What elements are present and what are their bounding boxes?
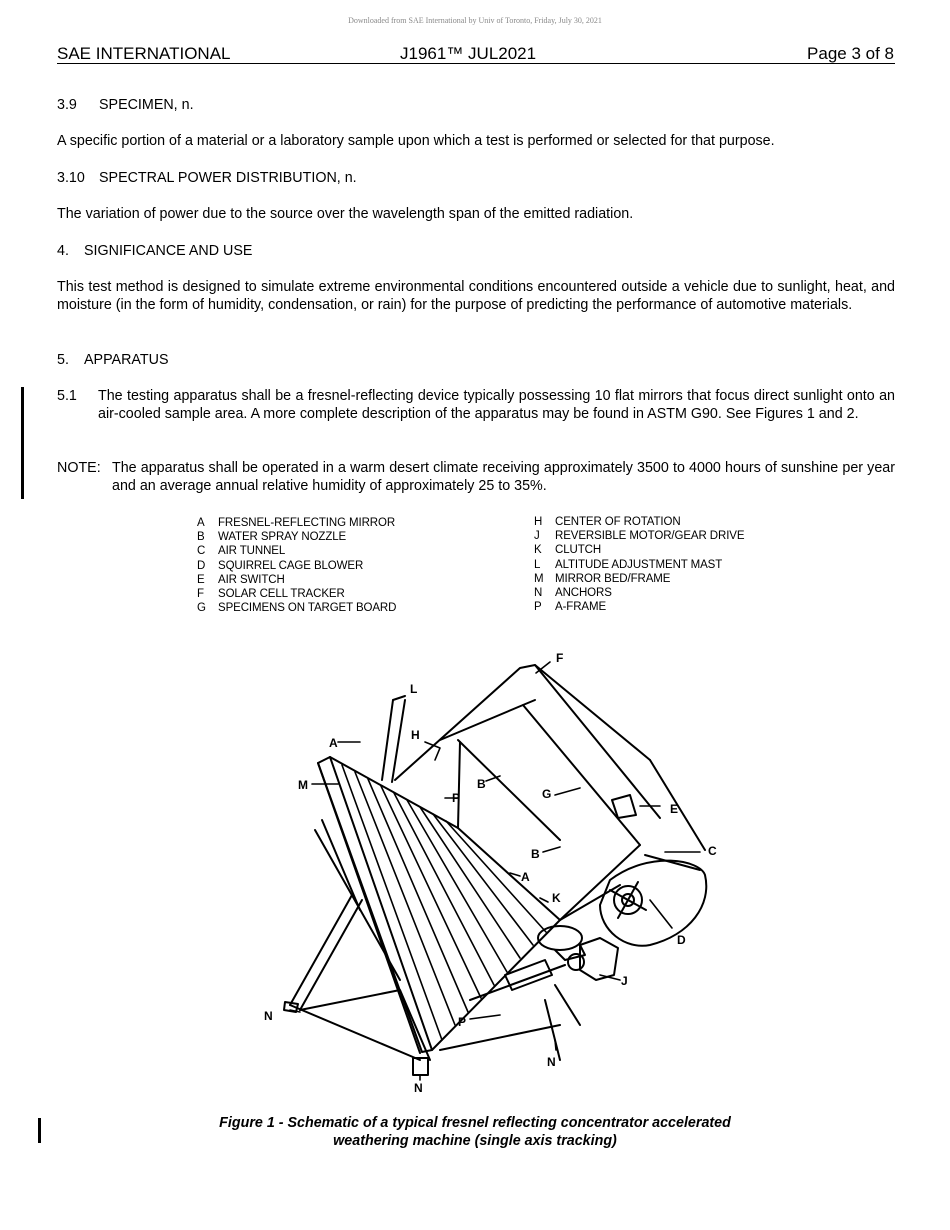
legend-item: K CLUTCH (534, 544, 602, 557)
legend-item: H CENTER OF ROTATION (534, 516, 681, 528)
callout-L: L (410, 682, 418, 696)
header-page-number: Page 3 of 8 (807, 44, 894, 63)
callout-C: C (708, 844, 717, 858)
download-watermark: Downloaded from SAE International by Univ of Toronto, Friday, July 30, 2021 (348, 16, 602, 25)
callout-N-left: N (264, 1009, 273, 1023)
mirror-bed-frame (318, 757, 560, 1053)
legend-item: P A-FRAME (534, 601, 607, 614)
legend-item: E AIR SWITCH (197, 573, 285, 586)
callout-P-bottom: P (458, 1015, 467, 1029)
legend-item: C AIR TUNNEL (197, 545, 286, 558)
callout-E: E (670, 802, 679, 816)
section-3-10-number: 3.10 (57, 170, 85, 186)
callout-J: J (621, 974, 628, 988)
section-3-9-title: SPECIMEN, n. (99, 97, 194, 113)
legend-item: F SOLAR CELL TRACKER (197, 588, 345, 601)
section-3-10-body: The variation of power due to the source over the wavelength span of the emitted radiation. (57, 206, 634, 222)
legend-item: M MIRROR BED/FRAME (534, 572, 671, 585)
callout-B-mid: B (531, 847, 540, 861)
legend-item: J REVERSIBLE MOTOR/GEAR DRIVE (534, 530, 745, 543)
callout-D: D (677, 933, 686, 947)
header-doc-id: J1961™ JUL2021 (400, 44, 537, 63)
section-3-10-title: SPECTRAL POWER DISTRIBUTION, n. (99, 170, 357, 186)
legend-item: L ALTITUDE ADJUSTMENT MAST (534, 558, 723, 571)
fresnel-mirrors (342, 765, 546, 1040)
section-4-number: 4. (57, 243, 69, 259)
legend-item: G SPECIMENS ON TARGET BOARD (197, 602, 397, 615)
altitude-mast (382, 696, 405, 782)
section-5-1-body: The testing apparatus shall be a fresnel-reflecting device typically possessing 10 flat mirrors that focus direct sunlight onto an air-cooled sample area. A more complete description of the apparatus may be found in ASTM G90. See Figures 1 and 2. (98, 388, 895, 422)
section-3-9-number: 3.9 (57, 97, 77, 113)
section-5-number: 5. (57, 352, 69, 368)
section-5-1-number: 5.1 (57, 388, 77, 404)
callout-G: G (542, 787, 552, 801)
legend-item: N ANCHORS (534, 587, 612, 600)
callout-H: H (411, 728, 420, 742)
section-3-9-body: A specific portion of a material or a laboratory sample upon which a test is performed or selected for that purpose. (57, 133, 775, 149)
callout-N-right: N (547, 1055, 556, 1069)
callout-F: F (556, 651, 564, 665)
figure-caption-line-1: Figure 1 - Schematic of a typical fresnel reflecting concentrator accelerated (219, 1115, 731, 1131)
legend-item: A FRESNEL-REFLECTING MIRROR (197, 517, 396, 529)
callout-N-bottom: N (414, 1081, 423, 1095)
callout-K: K (552, 891, 561, 905)
callout-B-top: B (477, 777, 486, 791)
callout-M: M (298, 778, 308, 792)
callout-A-top: A (329, 736, 338, 750)
callout-P-top: P (452, 791, 461, 805)
leader-lines (290, 662, 700, 1080)
figure-caption-line-2: weathering machine (single axis tracking) (333, 1133, 617, 1149)
section-4-title: SIGNIFICANCE AND USE (84, 243, 253, 259)
callout-A-mid: A (521, 870, 530, 884)
section-4-body: This test method is designed to simulate extreme environmental conditions encountered outside a vehicle due to sunlight, heat, and moisture (in the form of humidity, condensation, or rain) for the purpose of predicting the performance of automotive materials. (57, 279, 895, 313)
header-org: SAE INTERNATIONAL (57, 44, 231, 63)
section-5-title: APPARATUS (84, 352, 169, 368)
note-body: The apparatus shall be operated in a warm desert climate receiving approximately 3500 to 4000 hours of sunshine per year and an average annual relative humidity of approximately 25 to 35%. (112, 460, 895, 494)
legend-item: B WATER SPRAY NOZZLE (197, 531, 347, 544)
legend-item: D SQUIRREL CAGE BLOWER (197, 559, 364, 572)
note-label: NOTE: (57, 460, 101, 476)
